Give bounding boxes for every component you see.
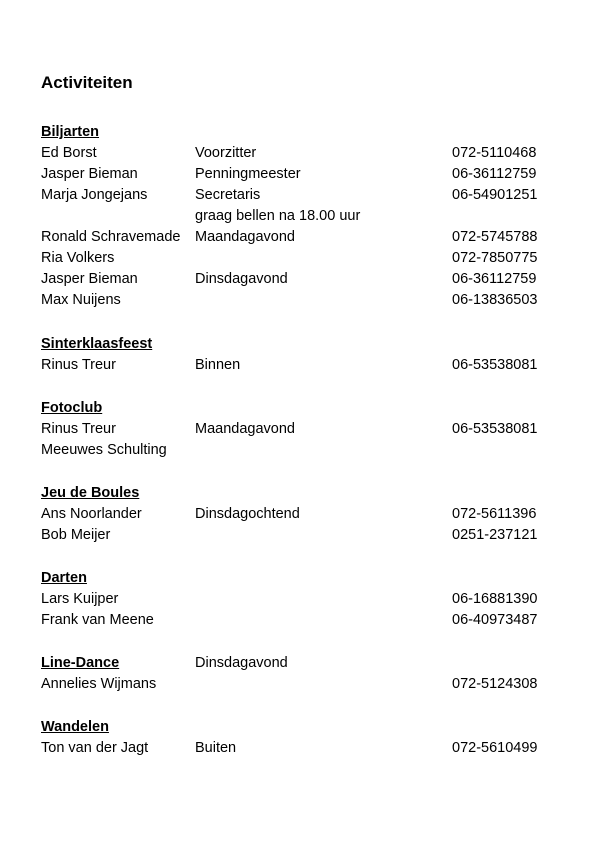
list-item <box>41 674 561 695</box>
section-header <box>41 483 561 504</box>
contact-phone: 06-36112759 <box>452 271 537 287</box>
section-sinterklaasfeest <box>41 334 561 376</box>
contact-name: Lars Kuijper <box>41 591 119 607</box>
list-item <box>41 504 561 525</box>
section-header <box>41 717 561 738</box>
contact-name: Ed Borst <box>41 145 97 161</box>
contact-phone: 072-5745788 <box>452 229 538 245</box>
section-header <box>41 568 561 589</box>
contact-role: Maandagavond <box>195 229 295 245</box>
section-header <box>41 334 561 355</box>
contact-name: Ronald Schravemade <box>41 229 181 245</box>
contact-role: graag bellen na 18.00 uur <box>195 208 361 224</box>
contact-phone: 0251-237121 <box>452 527 538 543</box>
contact-phone: 072-5610499 <box>452 740 538 756</box>
section-header <box>41 122 561 143</box>
contact-role: Binnen <box>195 357 241 373</box>
contact-phone: 06-53538081 <box>452 357 538 373</box>
contact-name: Rinus Treur <box>41 357 116 373</box>
page-title: Activiteiten <box>41 73 133 92</box>
contact-role: Dinsdagavond <box>195 271 288 287</box>
list-item <box>41 185 561 206</box>
section-header <box>41 398 561 419</box>
section-line-dance <box>41 653 561 695</box>
list-item <box>41 355 561 376</box>
section-title: Line-Dance <box>41 655 120 671</box>
list-item <box>41 248 561 269</box>
contact-phone: 06-16881390 <box>452 591 538 607</box>
section-title: Jeu de Boules <box>41 485 140 501</box>
section-title: Fotoclub <box>41 400 103 416</box>
contact-phone: 072-7850775 <box>452 250 538 266</box>
list-item <box>41 738 561 759</box>
contact-phone: 06-54901251 <box>452 187 538 203</box>
section-darten <box>41 568 561 631</box>
section-fotoclub <box>41 398 561 461</box>
contact-name: Ton van der Jagt <box>41 740 149 756</box>
contact-name: Frank van Meene <box>41 612 154 628</box>
contact-name: Ria Volkers <box>41 250 115 266</box>
list-item <box>41 589 561 610</box>
list-item <box>41 164 561 185</box>
contact-name: Rinus Treur <box>41 421 116 437</box>
section-title: Darten <box>41 570 87 586</box>
contact-phone: 06-40973487 <box>452 612 538 628</box>
contact-phone: 072-5611396 <box>452 506 537 522</box>
list-item <box>41 227 561 248</box>
contact-role: Buiten <box>195 740 237 756</box>
list-item <box>41 206 561 227</box>
contact-role: Secretaris <box>195 187 261 203</box>
contact-name: Jasper Bieman <box>41 166 138 182</box>
section-jeu-de-boules <box>41 483 561 546</box>
section-header <box>41 653 561 674</box>
contact-phone: 06-36112759 <box>452 166 537 182</box>
contact-name: Ans Noorlander <box>41 506 142 522</box>
contact-role: Penningmeester <box>195 166 301 182</box>
contact-role: Voorzitter <box>195 145 257 161</box>
contact-name: Annelies Wijmans <box>41 676 157 692</box>
list-item <box>41 419 561 440</box>
contact-phone: 072-5110468 <box>452 145 537 161</box>
section-title: Sinterklaasfeest <box>41 336 153 352</box>
section-title: Biljarten <box>41 124 100 140</box>
contact-name: Max Nuijens <box>41 292 121 308</box>
contact-name: Meeuwes Schulting <box>41 442 167 458</box>
contact-name: Marja Jongejans <box>41 187 148 203</box>
section-title: Wandelen <box>41 719 109 735</box>
contact-phone: 072-5124308 <box>452 676 538 692</box>
contact-role: Dinsdagochtend <box>195 506 300 522</box>
list-item <box>41 143 561 164</box>
list-item <box>41 440 561 461</box>
section-biljarten <box>41 122 561 311</box>
list-item <box>41 290 561 311</box>
contact-name: Jasper Bieman <box>41 271 138 287</box>
list-item <box>41 610 561 631</box>
contact-name: Bob Meijer <box>41 527 111 543</box>
section-schedule: Dinsdagavond <box>195 655 288 671</box>
section-wandelen <box>41 717 561 759</box>
list-item <box>41 269 561 290</box>
list-item <box>41 525 561 546</box>
contact-phone: 06-53538081 <box>452 421 538 437</box>
contact-phone: 06-13836503 <box>452 292 538 308</box>
contact-role: Maandagavond <box>195 421 295 437</box>
